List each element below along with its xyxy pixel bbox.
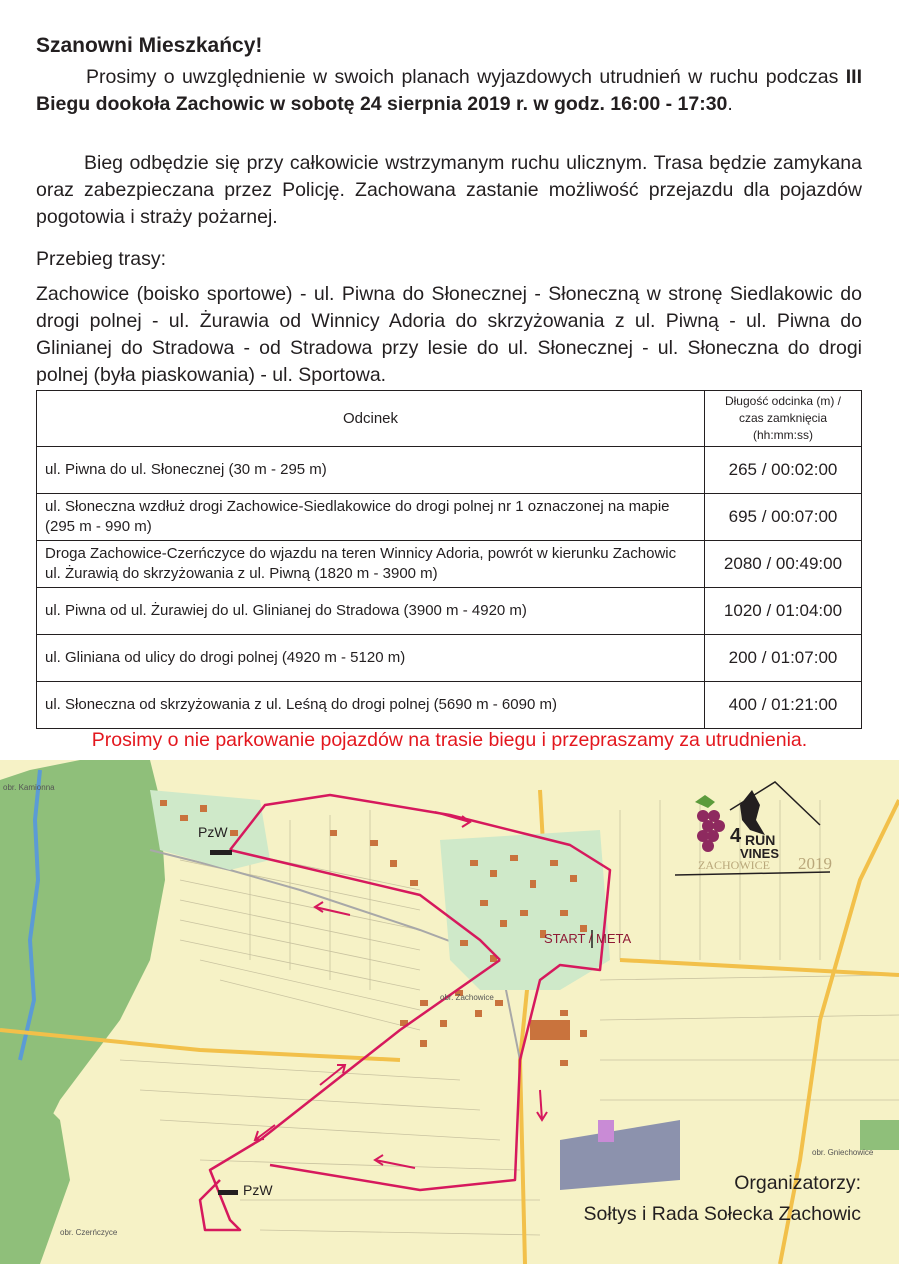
table-row <box>37 635 862 682</box>
pzw-label-south: PzW <box>243 1182 273 1198</box>
logo-run-text: RUN <box>745 832 776 848</box>
small-forest <box>860 1120 899 1150</box>
logo-vines-text: VINES <box>740 846 780 861</box>
section-cell: ul. Piwna do ul. Słonecznej (30 m - 295 m) <box>37 447 705 494</box>
logo-digit: 4 <box>730 825 742 847</box>
area-label-zachowice: obr. Zachowice <box>440 993 494 1002</box>
table-row <box>37 494 862 541</box>
logo-year-text: 2019 <box>798 854 832 873</box>
area-label-czerncyce: obr. Czerńczyce <box>60 1228 118 1237</box>
length-cell: 2080 / 00:49:00 <box>705 541 862 588</box>
length-cell: 1020 / 01:04:00 <box>705 588 862 635</box>
table-row <box>37 541 862 588</box>
section-cell: ul. Słoneczna wzdłuż drogi Zachowice-Siedlakowice do drogi polnej nr 1 oznaczonej na mapie (295 m - 990 m) <box>37 494 705 541</box>
pzw-marker-north <box>210 850 232 855</box>
length-cell: 265 / 00:02:00 <box>705 447 862 494</box>
column-header-length <box>705 391 862 447</box>
area-label-kamionna: obr. Kamionna <box>3 783 55 792</box>
intro-text-a: Prosimy o uwzględnienie w swoich planach wyjazdowych utrudnień w ruchu podczas <box>86 66 846 88</box>
section-cell: ul. Słoneczna od skrzyżowania z ul. Leśną do drogi polnej (5690 m - 6090 m) <box>37 682 705 729</box>
pzw-label-north: PzW <box>198 824 228 840</box>
length-cell: 695 / 00:07:00 <box>705 494 862 541</box>
intro-paragraph-1 <box>36 64 862 118</box>
route-heading: Przebieg trasy: <box>36 248 167 270</box>
event-date-highlight: III Biegu dookoła Zachowic w sobotę 24 sierpnia 2019 r. w godz. 16:00 - 17:30 <box>36 66 862 115</box>
page-title: Szanowni Mieszkańcy! <box>36 34 263 57</box>
section-cell: Droga Zachowice-Czerńczyce do wjazdu na teren Winnicy Adoria, powrót w kierunku Zachowic ul. Żurawią do skrzyżowania z ul. Piwną (1820 m - 3900 m) <box>37 541 705 588</box>
start-meta-label: START / META <box>544 931 632 946</box>
section-cell: ul. Piwna od ul. Żurawiej do ul. Glinianej do Stradowa (3900 m - 4920 m) <box>37 588 705 635</box>
organizers-name: Sołtys i Rada Sołecka Zachowic <box>583 1203 861 1225</box>
column-header-length-line2: czas zamknięcia (hh:mm:ss) <box>738 411 828 442</box>
intro-text-2: Bieg odbędzie się przy całkowicie wstrzymanym ruchu ulicznym. Trasa będzie zamykana oraz zabezpieczana przez Policję. Zachowana zastanie możliwość przejazdu dla pojazdów pogotowia i straży pożarnej. <box>36 152 862 228</box>
parking-notice: Prosimy o nie parkowanie pojazdów na trasie biegu i przepraszamy za utrudnienia. <box>91 729 808 751</box>
organizers-heading: Organizatorzy: <box>734 1172 861 1194</box>
intro-paragraph-2 <box>36 150 862 231</box>
sections-table <box>36 390 862 729</box>
section-cell: ul. Gliniana od ulicy do drogi polnej (4920 m - 5120 m) <box>37 635 705 682</box>
table-row <box>37 682 862 729</box>
route-description: Zachowice (boisko sportowe) - ul. Piwna do Słonecznej - Słoneczną w stronę Siedlakowic do drogi polnej - ul. Żurawia od Winnicy Adoria do skrzyżowania z ul. Piwną - ul. Piwna do Glinianej do Stradowa - od Stradowa przy lesie do ul. Słonecznej - ul. Słoneczna do drogi polnej (była piaskowania) - ul. Sportowa. <box>36 283 862 386</box>
table-row <box>37 588 862 635</box>
column-header-length-line1: Długość odcinka (m) / <box>724 394 842 408</box>
length-cell: 200 / 01:07:00 <box>705 635 862 682</box>
length-cell: 400 / 01:21:00 <box>705 682 862 729</box>
area-label-gniechowice: obr. Gniechowice <box>812 1148 874 1157</box>
table-header-row <box>37 391 862 447</box>
table-row <box>37 447 862 494</box>
logo-place-text: ZACHOWICE <box>698 858 770 872</box>
pzw-marker-south <box>218 1190 238 1195</box>
special-lot <box>598 1120 614 1142</box>
column-header-section: Odcinek <box>37 391 705 447</box>
intro-text-c: . <box>727 93 733 115</box>
